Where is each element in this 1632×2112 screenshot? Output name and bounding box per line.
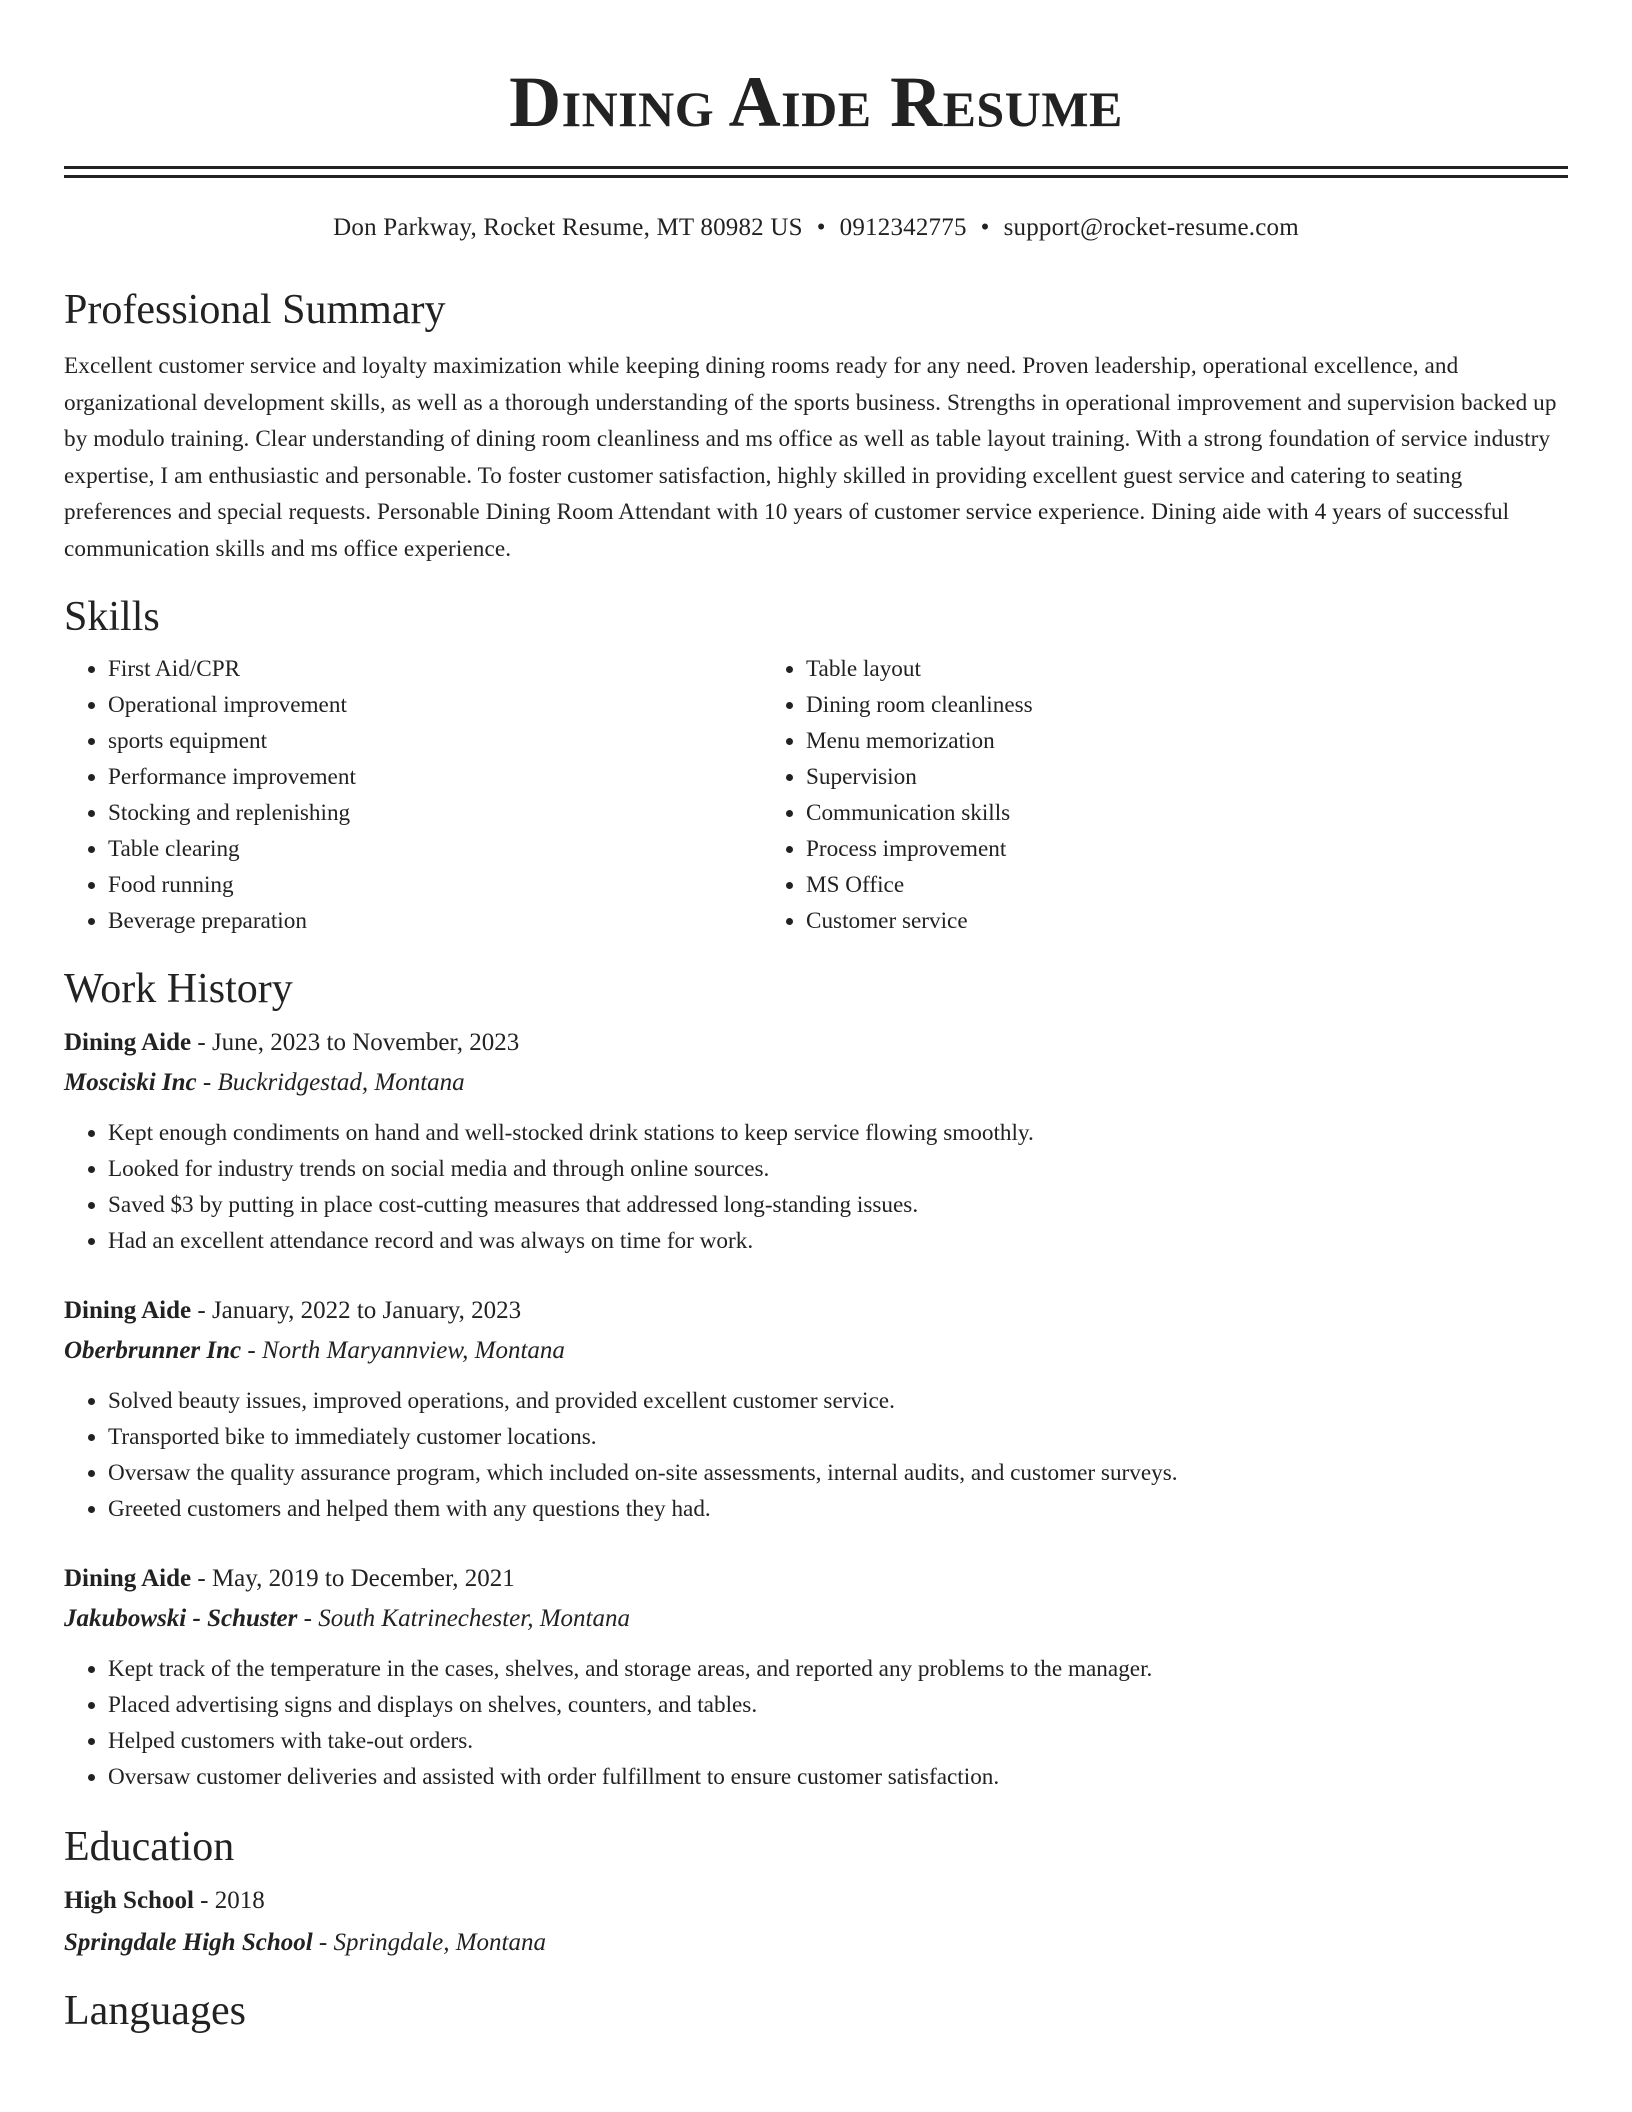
contact-address: Don Parkway, Rocket Resume, MT 80982 US bbox=[333, 214, 803, 241]
job-entry bbox=[64, 1293, 1568, 1527]
contact-line bbox=[64, 212, 1568, 244]
skill-item: • Beverage preparation bbox=[108, 903, 762, 939]
education-school: Springdale High School bbox=[64, 1929, 313, 1956]
skill-item: • Process improvement bbox=[806, 831, 1568, 867]
job-bullet: • Kept track of the temperature in the cases, shelves, and storage areas, and reported any problems to the manager. bbox=[108, 1651, 1568, 1687]
job-title: Dining Aide bbox=[64, 1565, 192, 1592]
skill-item: • First Aid/CPR bbox=[108, 651, 762, 687]
skill-item: • sports equipment bbox=[108, 723, 762, 759]
job-title: Dining Aide bbox=[64, 1297, 192, 1324]
education-heading: Education bbox=[64, 1824, 235, 1870]
education-degree: High School bbox=[64, 1887, 194, 1914]
job-company: Mosciski Inc bbox=[64, 1069, 197, 1096]
job-bullet: • Oversaw customer deliveries and assisted with order fulfillment to ensure customer satisfaction. bbox=[108, 1759, 1568, 1795]
skill-item: • Menu memorization bbox=[806, 723, 1568, 759]
title-divider-thick bbox=[64, 166, 1568, 169]
skills-heading: Skills bbox=[64, 594, 160, 640]
skill-item: • Performance improvement bbox=[108, 759, 762, 795]
job-bullet: • Transported bike to immediately customer locations. bbox=[108, 1419, 1568, 1455]
job-dates: - May, 2019 to December, 2021 bbox=[191, 1565, 515, 1592]
contact-separator: • bbox=[816, 214, 826, 241]
job-company-line bbox=[64, 1333, 1568, 1369]
job-dates: - June, 2023 to November, 2023 bbox=[191, 1029, 520, 1056]
skills-list-left bbox=[64, 651, 762, 939]
job-entry bbox=[64, 1025, 1568, 1259]
skill-item: • Communication skills bbox=[806, 795, 1568, 831]
skill-item: • Table clearing bbox=[108, 831, 762, 867]
skills-columns bbox=[64, 651, 1568, 939]
skill-item: • Stocking and replenishing bbox=[108, 795, 762, 831]
job-dates: - January, 2022 to January, 2023 bbox=[191, 1297, 522, 1324]
job-location: - North Maryannview, Montana bbox=[241, 1337, 565, 1364]
job-bullet: • Helped customers with take-out orders. bbox=[108, 1723, 1568, 1759]
job-location: - Buckridgestad, Montana bbox=[196, 1069, 465, 1096]
job-company-line bbox=[64, 1601, 1568, 1637]
job-title: Dining Aide bbox=[64, 1029, 192, 1056]
contact-phone: 0912342775 bbox=[839, 214, 967, 241]
job-bullet: • Saved $3 by putting in place cost-cutting measures that addressed long-standing issues. bbox=[108, 1187, 1568, 1223]
job-bullet: • Kept enough condiments on hand and well-stocked drink stations to keep service flowing smoothly. bbox=[108, 1115, 1568, 1151]
job-company-line bbox=[64, 1065, 1568, 1101]
job-header bbox=[64, 1561, 1568, 1597]
job-location: - South Katrinechester, Montana bbox=[297, 1605, 630, 1632]
job-company: Jakubowski - Schuster bbox=[64, 1605, 298, 1632]
skill-item: • Food running bbox=[108, 867, 762, 903]
contact-separator: • bbox=[980, 214, 990, 241]
job-header bbox=[64, 1293, 1568, 1329]
job-header bbox=[64, 1025, 1568, 1061]
job-bullets bbox=[64, 1115, 1568, 1259]
job-bullet: • Looked for industry trends on social media and through online sources. bbox=[108, 1151, 1568, 1187]
job-entry bbox=[64, 1561, 1568, 1795]
education-location: - Springdale, Montana bbox=[312, 1929, 546, 1956]
education-school-line bbox=[64, 1925, 1568, 1961]
skill-item: • Operational improvement bbox=[108, 687, 762, 723]
job-bullet: • Placed advertising signs and displays on shelves, counters, and tables. bbox=[108, 1687, 1568, 1723]
resume-page bbox=[64, 0, 1568, 2037]
skills-list-right bbox=[762, 651, 1568, 939]
skill-item: • Table layout bbox=[806, 651, 1568, 687]
resume-title: Dining Aide Resume bbox=[509, 62, 1123, 142]
job-company: Oberbrunner Inc bbox=[64, 1337, 242, 1364]
job-bullets bbox=[64, 1651, 1568, 1795]
title-divider-thin bbox=[64, 175, 1568, 178]
languages-heading: Languages bbox=[64, 1988, 246, 2034]
summary-text: Excellent customer service and loyalty maximization while keeping dining rooms ready for any need. Proven leadership, operational excellence, and organizational development skills, as well as a thorough understanding of the sports business. Strengths in operational improvement and supervision backed up by modulo training. Clear understanding of dining room cleanliness and ms office as well as table layout training. With a strong foundation of service industry expertise, I am enthusiastic and personable. To foster customer satisfaction, highly skilled in providing excellent guest service and catering to seating preferences and special requests. Personable Dining Room Attendant with 10 years of customer service experience. Dining aide with 4 years of successful communication skills and ms office experience. bbox=[64, 353, 1557, 562]
skill-item: • Customer service bbox=[806, 903, 1568, 939]
summary-heading: Professional Summary bbox=[64, 287, 446, 333]
contact-email: support@rocket-resume.com bbox=[1003, 214, 1299, 241]
skill-item: • MS Office bbox=[806, 867, 1568, 903]
education-year: - 2018 bbox=[193, 1887, 265, 1914]
skill-item: • Supervision bbox=[806, 759, 1568, 795]
job-bullet: • Solved beauty issues, improved operations, and provided excellent customer service. bbox=[108, 1383, 1568, 1419]
education-header bbox=[64, 1883, 1568, 1919]
job-bullet: • Greeted customers and helped them with any questions they had. bbox=[108, 1491, 1568, 1527]
job-bullet: • Oversaw the quality assurance program, which included on-site assessments, internal audits, and customer surveys. bbox=[108, 1455, 1568, 1491]
job-bullet: • Had an excellent attendance record and was always on time for work. bbox=[108, 1223, 1568, 1259]
skill-item: • Dining room cleanliness bbox=[806, 687, 1568, 723]
job-bullets bbox=[64, 1383, 1568, 1527]
work-history-heading: Work History bbox=[64, 966, 293, 1012]
